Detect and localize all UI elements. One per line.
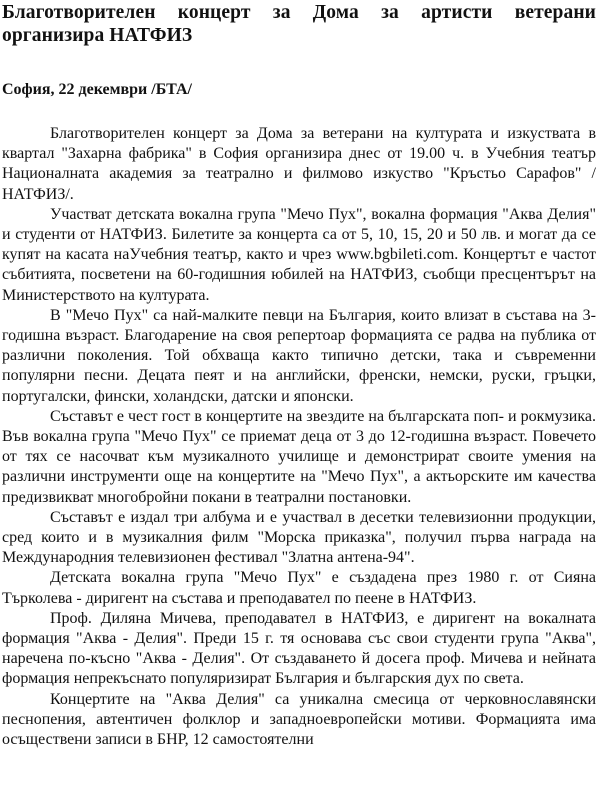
article-title-line-2: организира НАТФИЗ — [2, 25, 193, 46]
paragraph: В "Мечо Пух" са най-малките певци на България, които влизат в състава на 3-годишна възраст. Благодарение на своя репертоар формацията се радва на публика от различни поколения. Той обхваща както типично детски, така и съвременни популярни песни. Децата пеят и на английски, френски, немски, руски, гръцки, португалски, фински, холандски, датски и японски. — [2, 306, 596, 405]
paragraph: Благотворителен концерт за Дома за ветерани на културата и изкуствата в квартал "Захарна фабрика" в София организира днес от 19.00 ч. в Учебния театър Националната академия за театрално и филмово изкуство "Кръстьо Сарафов" /НАТФИЗ/. — [2, 125, 596, 203]
paragraph: Концертите на "Аква Делия" са уникална смесица от черковнославянски песнопения, автентичен фолклор и западноевропейски мотиви. Формацията има осъществени записи в БНР, 12 самостоятелни — [2, 690, 596, 749]
paragraph: Съставът е чест гост в концертите на звездите на българската поп- и рокмузика. Във вокална група "Мечо Пух" се приемат деца от 3 до 12-годишна възраст. Повечето от тях се насочват към музикалното училище и демонстрират своите умения на различни инструменти още на концертите на "Мечо Пух", а актьорските им качества предизвикват многобройни покани в театрални постановки. — [2, 407, 596, 506]
paragraph: Детската вокална група "Мечо Пух" е създадена през 1980 г. от Сияна Търколева - диригент на състава и преподавател по пеене в НАТФИЗ. — [2, 569, 596, 607]
article-title-line-1: Благотворителен концерт за Дома за артисти ветерани — [2, 2, 596, 23]
paragraph: Съставът е издал три албума и е участвал в десетки телевизионни продукции, сред които и в музикалния филм "Морска приказка", получил първа награда на Международния телевизионен фестивал "Златна антена-94". — [2, 508, 596, 567]
paragraph: Участват детската вокална група "Мечо Пух", вокална формация "Аква Делия" и студенти от НАТФИЗ. Билетите за концерта са от 5, 10, 15, 20 и 50 лв. и могат да се купят на касата наУчебния театър, както и чрез www.bgbileti.com. Концертът е частот събитията, посветени на 60-годишния юбилей на НАТФИЗ, съобщи пресцентърът на Министерството на културата. — [2, 205, 596, 304]
paragraph: Проф. Диляна Мичева, преподавател в НАТФИЗ, е диригент на вокалната формация "Аква - Делия". Преди 15 г. тя основава със свои студенти група "Аква", наречена по-късно "Аква - Делия". От създаването й досега проф. Мичева и нейната формация непрекъснато популяризират България и българския дух по света. — [2, 609, 596, 688]
dateline: София, 22 декември /БТА/ — [2, 81, 192, 98]
article-title — [2, 0, 596, 47]
article-body — [2, 124, 596, 750]
